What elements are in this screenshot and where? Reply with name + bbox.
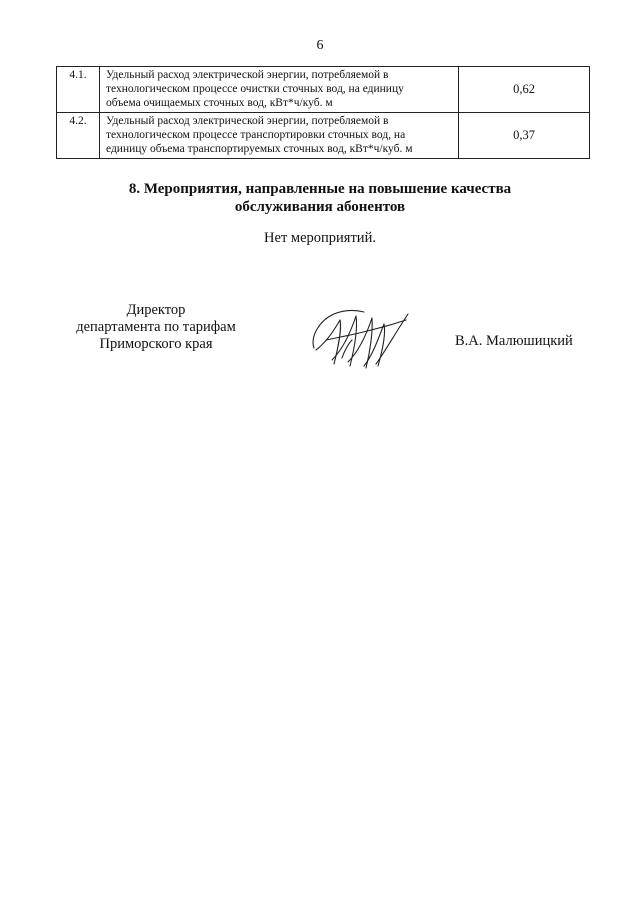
row-value: 0,37: [459, 113, 590, 159]
description-line: технологическом процессе транспортировки сточных вод, на: [106, 129, 406, 141]
row-description: [100, 67, 459, 113]
description-line: Удельный расход электрической энергии, потребляемой в: [106, 69, 389, 81]
section-body: Нет мероприятий.: [264, 230, 376, 246]
position-line: Директор: [126, 302, 186, 318]
description-line: объема очищаемых сточных вод, кВт*ч/куб. м: [106, 97, 333, 109]
section-title-line: обслуживания абонентов: [234, 199, 406, 215]
position-line: департамента по тарифам: [76, 319, 236, 335]
position-line: Приморского края: [99, 336, 213, 352]
table-row: [57, 67, 590, 113]
section-title: [0, 180, 640, 216]
table-row: [57, 113, 590, 159]
signatory-name: В.А. Малюшицкий: [455, 333, 573, 349]
description-line: единицу объема транспортируемых сточных вод, кВт*ч/куб. м: [106, 143, 413, 155]
description-line: технологическом процессе очистки сточных вод, на единицу: [106, 83, 404, 95]
page-number: 6: [316, 38, 324, 53]
row-value: 0,62: [459, 67, 590, 113]
section-title-line: 8. Мероприятия, направленные на повышение качества: [128, 181, 512, 197]
description-line: Удельный расход электрической энергии, потребляемой в: [106, 115, 389, 127]
indicators-table: [56, 66, 590, 159]
signatory-position: [56, 302, 256, 353]
handwritten-signature: [306, 300, 418, 370]
row-number: 4.1.: [57, 67, 100, 113]
row-number: 4.2.: [57, 113, 100, 159]
row-description: [100, 113, 459, 159]
